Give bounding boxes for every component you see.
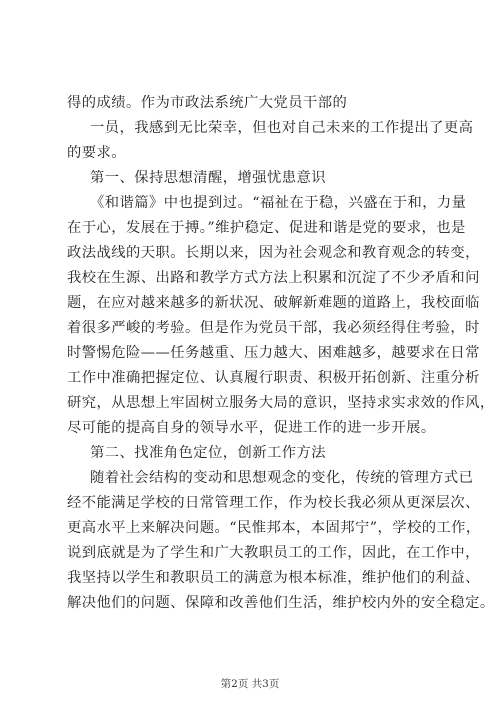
paragraph-line: 着很多严峻的考验。但是作为党员干部，我必须经得住考验，时 xyxy=(67,320,480,336)
paragraph-line: 我校在生源、出路和教学方式方法上积累和沉淀了不少矛盾和问 xyxy=(67,270,480,286)
paragraph-line: 研究，从思想上牢固树立服务大局的意识，坚持求实求效的作风， xyxy=(67,395,495,411)
paragraph-line: 的要求。 xyxy=(67,145,126,161)
paragraph-line: 解决他们的问题、保障和改善他们生活，维护校内外的安全稳定。 xyxy=(67,595,495,611)
section-heading: 第二、找准角色定位，创新工作方法 xyxy=(90,445,326,461)
paragraph-line: 经不能满足学校的日常管理工作，作为校长我必须从更深层次、 xyxy=(67,495,480,511)
paragraph-line: 一员，我感到无比荣幸，但也对自己未来的工作提出了更高 xyxy=(90,120,474,136)
paragraph-line: 工作中准确把握定位、认真履行职责、积极开拓创新、注重分析 xyxy=(67,370,480,386)
paragraph-line: 尽可能的提高自身的领导水平，促进工作的进一步开展。 xyxy=(67,420,436,436)
paragraph-line: 时警惕危险——任务越重、压力越大、困难越多，越要求在日常 xyxy=(67,345,480,361)
paragraph-line: 说到底就是为了学生和广大教职员工的工作，因此，在工作中， xyxy=(67,545,480,561)
paragraph-line: 政法战线的天职。长期以来，因为社会观念和教育观念的转变， xyxy=(67,245,480,261)
page-number: 第2页 共3页 xyxy=(220,678,280,690)
paragraph-line: 随着社会结构的变动和思想观念的变化，传统的管理方式已 xyxy=(90,470,474,486)
paragraph-line: 更高水平上来解决问题。“民惟邦本，本固邦宁”，学校的工作， xyxy=(67,520,481,536)
section-heading: 第一、保持思想清醒，增强忧患意识 xyxy=(90,170,326,186)
paragraph-line: 题，在应对越来越多的新状况、破解新难题的道路上，我校面临 xyxy=(67,295,480,311)
paragraph-line: 我坚持以学生和教职员工的满意为根本标准，维护他们的利益、 xyxy=(67,570,480,586)
paragraph-line: 在于心，发展在于搏。”维护稳定、促进和谐是党的要求，也是 xyxy=(67,220,466,236)
paragraph-line: 得的成绩。作为市政法系统广大党员干部的 xyxy=(67,95,348,111)
paragraph-line: 《和谐篇》中也提到过。“福祉在于稳，兴盛在于和，力量 xyxy=(90,195,467,211)
